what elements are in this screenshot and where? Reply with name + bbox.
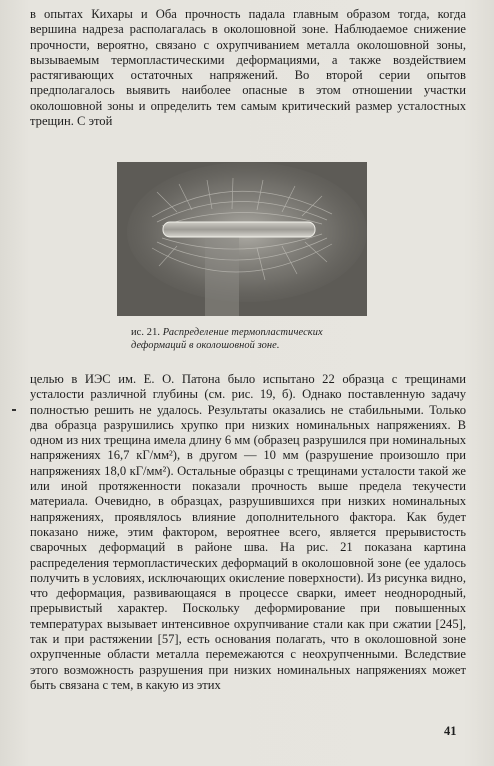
paragraph-bottom: целью в ИЭС им. Е. О. Патона было испытано 22 образца с трещинами усталости различной глубины (см. рис. 19, б). Однако поставленную задачу полностью решить не удалось. Результаты оказались не стабильными. Только два образца разрушились хрупко при низких номинальных напряжениях. В одном из них трещина имела длину 6 мм (образец разрушился при номинальных напряжениях 16,7 кГ/мм²), в другом — 10 мм (разрушение произошло при напряжениях 18,0 кГ/мм²). Остальные образцы с трещинами усталости такой же или иной протяженности показали прочность выше предела текучести материала. Очевидно, в образцах, разрушившихся при низких номинальных напряжениях, проявлялось влияние дополнительного фактора. Как будет показано ниже, этим фактором, вероятнее всего, является прерывистость сварочных деформаций в районе шва. На рис. 21 показана картина распределения термопластических деформаций в околошовной зоне (ее удалось получить в условиях, исключающих окисление поверхности). Из рисунка видно, что деформация, развивающаяся в процессе сварки, имеет неоднородный, прерывистый характер. Поскольку деформирование при повышенных температурах вызывает интенсивное охрупчивание стали как при сжатии [245], так и при растяжении [57], есть основания полагать, что в околошовной зоне охрупченные области металла перемежаются с неохрупченными. Вследствие этого возможность разрушения при низких номинальных напряжениях может быть связана с тем, в какую из этих [30, 372, 466, 692]
paragraph-top: в опытах Кихары и Оба прочность падала главным образом тогда, когда вершина надреза располагалась в околошовной зоне. Наблюдаемое снижение прочности, вероятно, связано с охрупчиванием металла околошовной зоны, вызываемым термопластическими деформациями, а также воздействием растягивающих остаточных напряжений. Во второй серии опытов предполагалось выявить наиболее опасные в этом отношении участки околошовной зоны и определить тем самым критический размер усталостных трещин. С этой [30, 7, 466, 129]
page-number: 41 [444, 724, 457, 738]
figure-caption [131, 326, 371, 352]
figure-photo [117, 162, 367, 316]
margin-mark [12, 409, 16, 411]
deformation-photo [117, 162, 367, 316]
caption-text: Распределение термопластических деформаций в околошовной зоне. [131, 327, 323, 351]
caption-label: ис. 21. [131, 327, 161, 338]
